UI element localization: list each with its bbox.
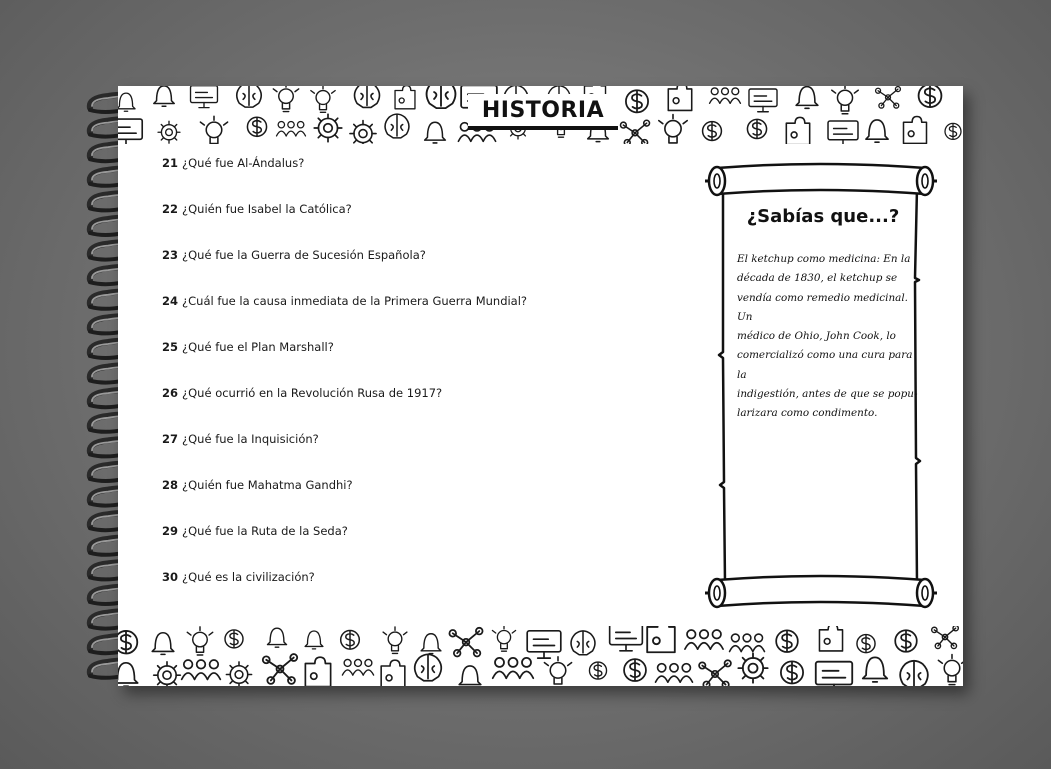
bell-icon xyxy=(267,628,286,647)
puzzle-icon xyxy=(904,117,927,144)
network-icon xyxy=(263,654,297,684)
lightbulb-icon xyxy=(200,116,227,144)
dollar-icon xyxy=(626,90,648,112)
question-item xyxy=(162,248,702,294)
puzzle-icon xyxy=(819,626,842,651)
people-icon xyxy=(342,659,373,675)
puzzle-icon xyxy=(381,660,405,686)
people-icon xyxy=(710,88,741,103)
puzzle-icon xyxy=(786,117,809,144)
bell-icon xyxy=(118,663,138,686)
question-text: ¿Cuál fue la causa inmediata de la Primera Guerra Mundial? xyxy=(182,294,528,308)
question-text: ¿Qué fue Al-Ándalus? xyxy=(182,156,305,170)
question-text: ¿Qué fue la Ruta de la Seda? xyxy=(182,524,348,538)
monitor-icon xyxy=(828,121,858,144)
fact-line: médico de Ohio, John Cook, lo xyxy=(737,330,896,343)
dollar-icon xyxy=(895,630,917,652)
bell-icon xyxy=(154,86,174,106)
puzzle-icon xyxy=(395,86,415,109)
bell-icon xyxy=(152,633,174,655)
fact-scroll xyxy=(703,158,938,618)
dollar-icon xyxy=(747,119,766,138)
brain-icon xyxy=(237,86,261,107)
fact-line: década de 1830, el ketchup se xyxy=(737,272,898,285)
lightbulb-icon xyxy=(659,115,687,144)
question-text: ¿Qué fue la Inquisición? xyxy=(182,432,319,446)
lightbulb-icon xyxy=(187,627,212,655)
fact-line: comercializó como una cura para la xyxy=(737,349,913,381)
network-icon xyxy=(876,87,901,108)
bell-icon xyxy=(796,87,818,109)
question-item xyxy=(162,386,702,432)
gear-icon xyxy=(350,121,376,144)
network-icon xyxy=(932,626,959,649)
dollar-icon xyxy=(247,117,266,136)
lightbulb-icon xyxy=(383,627,407,653)
puzzle-icon xyxy=(305,657,330,686)
question-item xyxy=(162,294,702,340)
question-text: ¿Qué es la civilización? xyxy=(182,570,315,584)
gear-icon xyxy=(314,114,342,142)
doodle-footer-band xyxy=(118,626,963,686)
lightbulb-icon xyxy=(311,86,335,112)
lightbulb-icon xyxy=(492,626,515,651)
network-icon xyxy=(449,628,482,657)
fact-line: vendía como remedio medicinal. Un xyxy=(737,291,908,323)
brain-icon xyxy=(415,654,442,680)
dollar-icon xyxy=(341,630,360,649)
people-icon xyxy=(730,634,765,651)
notebook-page xyxy=(118,86,963,686)
monitor-icon xyxy=(610,626,643,651)
fact-line: larizara como condimento. xyxy=(737,407,878,420)
question-number: 29 xyxy=(162,524,179,538)
lightbulb-icon xyxy=(273,86,298,112)
monitor-icon xyxy=(816,662,852,686)
question-item xyxy=(162,570,702,616)
lightbulb-icon xyxy=(832,86,858,114)
dollar-icon xyxy=(857,635,875,653)
dollar-icon xyxy=(118,631,137,654)
gear-icon xyxy=(738,653,767,682)
bell-icon xyxy=(863,657,887,681)
title-underline xyxy=(468,126,618,130)
monitor-icon xyxy=(118,119,142,144)
dollar-icon xyxy=(589,662,606,679)
dollar-icon xyxy=(945,123,961,139)
page-title-text: HISTORIA xyxy=(481,98,605,123)
question-text: ¿Quién fue Isabel la Católica? xyxy=(182,202,352,216)
dollar-icon xyxy=(703,122,722,141)
monitor-icon xyxy=(191,86,218,108)
network-icon xyxy=(699,660,731,686)
puzzle-icon xyxy=(668,86,691,110)
people-icon xyxy=(182,660,221,679)
question-number: 26 xyxy=(162,386,179,400)
bell-icon xyxy=(459,666,481,686)
dollar-icon xyxy=(225,630,243,648)
question-number: 30 xyxy=(162,570,179,584)
fact-line: El ketchup como medicina: En la xyxy=(737,253,911,265)
question-number: 21 xyxy=(162,156,179,170)
question-number: 22 xyxy=(162,202,179,216)
monitor-icon xyxy=(527,631,561,658)
question-number: 23 xyxy=(162,248,179,262)
bell-icon xyxy=(425,122,446,143)
question-text: ¿Quién fue Mahatma Gandhi? xyxy=(182,478,353,492)
bell-icon xyxy=(118,93,135,111)
question-text: ¿Qué fue el Plan Marshall? xyxy=(182,340,334,354)
dollar-icon xyxy=(781,661,803,683)
question-list xyxy=(162,156,702,616)
people-icon xyxy=(493,658,533,678)
bell-icon xyxy=(866,120,888,142)
people-icon xyxy=(277,121,306,135)
question-item xyxy=(162,524,702,570)
gear-icon xyxy=(154,662,181,686)
page-title xyxy=(468,94,618,130)
question-item xyxy=(162,340,702,386)
question-text: ¿Qué fue la Guerra de Sucesión Española? xyxy=(182,248,426,262)
lightbulb-icon xyxy=(938,655,963,685)
dollar-icon xyxy=(776,630,798,652)
lightbulb-icon xyxy=(544,657,571,686)
puzzle-icon xyxy=(647,626,675,652)
question-number: 25 xyxy=(162,340,179,354)
question-item xyxy=(162,202,702,248)
question-number: 27 xyxy=(162,432,179,446)
question-number: 24 xyxy=(162,294,179,308)
fact-title: ¿Sabías que...? xyxy=(746,206,900,227)
gear-icon xyxy=(226,662,251,686)
brain-icon xyxy=(385,114,409,138)
people-icon xyxy=(685,630,723,649)
brain-icon xyxy=(571,631,595,655)
question-item xyxy=(162,156,702,202)
gear-icon xyxy=(158,121,180,143)
question-item xyxy=(162,478,702,524)
dollar-icon xyxy=(919,86,942,107)
question-text: ¿Qué ocurrió en la Revolución Rusa de 1917? xyxy=(182,386,443,400)
fact-line: indigestión, antes de que se popu- xyxy=(737,388,918,401)
brain-icon xyxy=(355,86,380,107)
question-number: 28 xyxy=(162,478,179,492)
network-icon xyxy=(620,120,649,144)
brain-icon xyxy=(427,86,456,108)
brain-icon xyxy=(900,661,928,686)
bell-icon xyxy=(421,634,441,654)
monitor-icon xyxy=(749,89,777,112)
fact-body xyxy=(737,250,919,424)
question-item xyxy=(162,432,702,478)
bell-icon xyxy=(305,631,323,649)
people-icon xyxy=(656,664,693,682)
dollar-icon xyxy=(624,659,646,681)
